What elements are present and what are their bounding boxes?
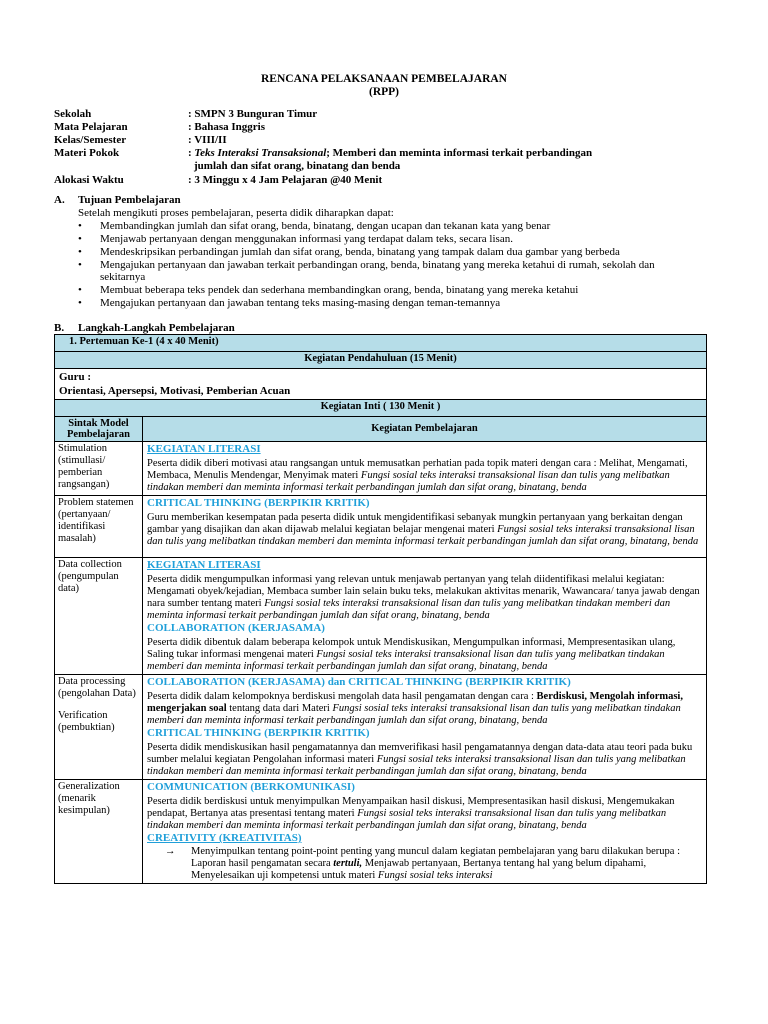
section-a-heading — [54, 194, 181, 206]
list-item — [78, 233, 688, 245]
text-italic: Fungsi sosial teks interaksi transaksional lisan dan tulis yang melibatkan tindakan memberi dan meminta informasi terkait perbandingan jumlah dan sifat orang, binatang, benda — [147, 754, 686, 777]
info-label: Sekolah — [54, 108, 92, 120]
bullet-icon: • — [78, 297, 82, 309]
activity-text — [147, 796, 702, 832]
text-bold-italic: tertuli, — [333, 858, 363, 869]
column-header-sintak: Sintak Model Pembelajaran — [55, 417, 143, 442]
text-plain: Peserta didik mendiskusikan hasil pengamatannya dan memverifikasi hasil pengamatannya dengan data-data atau teori pada buku sumber melalui kegiatan Pengolahan informasi materi — [147, 742, 693, 765]
info-materi-line2: jumlah dan sifat orang, binatang dan benda — [194, 160, 401, 172]
identity-block — [54, 108, 668, 187]
text-plain: Peserta didik diberi motivasi atau rangsangan untuk memusatkan perhatian pada topik materi dengan cara : Melihat, Mengamati, Membaca, Menulis Mendengar, Menyimak materi — [147, 458, 688, 481]
section-a-intro: Setelah mengikuti proses pembelajaran, peserta didik diharapkan dapat: — [78, 207, 394, 219]
text-italic: Fungsi sosial teks interaksi transaksional lisan dan tulis yang melibatkan tindakan memberi dan meminta informasi terkait perbandingan jumlah dan sifat orang, binatang, benda — [147, 598, 671, 621]
table-row-guru — [55, 369, 707, 400]
info-prefix: : — [188, 147, 195, 159]
column-header-kegiatan: Kegiatan Pembelajaran — [143, 417, 707, 442]
activity-text — [147, 458, 702, 494]
activity-text — [147, 691, 702, 727]
sintak-cell: Generalization (menarik kesimpulan) — [55, 780, 143, 884]
activity-text — [147, 637, 702, 673]
info-value: : 3 Minggu x 4 Jam Pelajaran @40 Menit — [188, 174, 383, 186]
bullet-icon: • — [78, 259, 82, 271]
list-item-text: Membuat beberapa teks pendek dan sederhana membandingkan orang, benda, binatang yang mereka ketahui — [100, 284, 579, 296]
guru-label: Guru : — [59, 371, 92, 383]
info-label: Materi Pokok — [54, 147, 120, 159]
list-item — [78, 246, 688, 258]
text-plain: Peserta didik dalam kelompoknya berdiskusi mengolah data hasil pengamatan dengan cara : — [147, 691, 537, 702]
text-plain: Menjawab pertanyaan, Bertanya tentang hal yang belum dipahami, Menyelesaikan uji kompetensi untuk materi — [191, 858, 647, 881]
arrow-right-icon: → — [165, 846, 176, 857]
activity-heading: CRITICAL THINKING (BERPIKIR KRITIK) — [147, 497, 370, 509]
objective-list — [78, 220, 688, 310]
kegiatan-cell — [143, 675, 707, 780]
bullet-icon: • — [78, 284, 82, 296]
kegiatan-cell — [143, 780, 707, 884]
info-rest: ; Memberi dan meminta informasi terkait perbandingan — [326, 147, 593, 159]
info-row-alokasi — [54, 174, 668, 187]
activity-text — [147, 742, 702, 778]
table-row — [55, 442, 707, 496]
info-label: Mata Pelajaran — [54, 121, 128, 133]
list-item — [78, 297, 688, 309]
text-plain: Peserta didik berdiskusi untuk menyimpulkan Menyampaikan hasil diskusi, Mempresentasikan hasil diskusi, Mengemukakan pendapat, Bertanya atas presentasi tentang materi — [147, 796, 675, 819]
info-value: : Bahasa Inggris — [188, 121, 266, 133]
text-italic: Fungsi sosial teks interaksi — [377, 870, 493, 881]
info-row-sekolah — [54, 108, 668, 121]
info-value: : SMPN 3 Bunguran Timur — [188, 108, 318, 120]
info-value — [188, 147, 668, 160]
kegiatan-cell — [143, 442, 707, 496]
list-item — [78, 284, 688, 296]
sintak-verification: Verification (pembuktian) — [58, 710, 115, 733]
text-bold: Berdiskusi, Mengolah informasi, mengerjakan soal — [147, 691, 683, 714]
inti-cell: Kegiatan Inti ( 130 Menit ) — [55, 400, 707, 417]
pendahuluan-cell: Kegiatan Pendahuluan (15 Menit) — [55, 352, 707, 369]
kegiatan-cell — [143, 496, 707, 558]
list-item-text: Membandingkan jumlah dan sifat orang, benda, binatang, dengan ucapan dan tekanan kata yang benar — [100, 220, 551, 232]
list-item-text: Menjawab pertanyaan dengan menggunakan informasi yang terdapat dalam teks, secara lisan. — [100, 233, 513, 245]
table-row-inti — [55, 400, 707, 417]
table-row — [55, 496, 707, 558]
text-italic: Fungsi sosial teks interaksi transaksional lisan dan tulis yang melibatkan tindakan memberi dan meminta informasi terkait perbandingan jumlah dan sifat orang, binatang, benda — [147, 470, 670, 493]
table-row — [55, 675, 707, 780]
activity-heading: KEGIATAN LITERASI — [147, 443, 261, 455]
section-b-heading — [54, 322, 235, 334]
text-italic: Fungsi sosial teks interaksi transaksional lisan dan tulis yang melibatkan tindakan memberi dan meminta informasi terkait perbandingan jumlah dan sifat orang, binatang, benda — [147, 649, 665, 672]
text-plain: tentang data dari Materi — [226, 703, 333, 714]
text-plain: Menyimpulkan tentang point-point penting yang muncul dalam kegiatan pembelajaran yang baru dilakukan berupa : Laporan hasil pengamatan secara — [191, 846, 680, 869]
bullet-icon: • — [78, 233, 82, 245]
section-title: Langkah-Langkah Pembelajaran — [78, 322, 235, 334]
activity-heading: CRITICAL THINKING (BERPIKIR KRITIK) — [147, 727, 370, 739]
bullet-icon: • — [78, 246, 82, 258]
activity-text — [147, 512, 702, 548]
activity-heading: COLLABORATION (KERJASAMA) — [147, 622, 325, 634]
list-item — [78, 220, 688, 232]
section-title: Tujuan Pembelajaran — [78, 194, 181, 206]
activity-text — [191, 846, 702, 882]
document-title: RENCANA PELAKSANAAN PEMBELAJARAN — [261, 73, 507, 85]
list-item — [147, 846, 702, 882]
activity-heading: CREATIVITY (KREATIVITAS) — [147, 832, 302, 844]
activity-heading: COLLABORATION (KERJASAMA) dan CRITICAL THINKING (BERPIKIR KRITIK) — [147, 676, 571, 688]
activity-heading: KEGIATAN LITERASI — [147, 559, 261, 571]
learning-steps-table — [54, 334, 707, 884]
info-label: Kelas/Semester — [54, 134, 127, 146]
pertemuan-cell: 1. Pertemuan Ke-1 (4 x 40 Menit) — [55, 335, 707, 352]
info-row-mapel — [54, 121, 668, 134]
sintak-processing: Data processing (pengolahan Data) — [58, 676, 136, 699]
sintak-cell: Problem statemen (pertanyaan/ identifikasi masalah) — [55, 496, 143, 558]
list-item-text: Mengajukan pertanyaan dan jawaban terkait perbandingan orang, benda, binatang yang mereka ketahui di rumah, sekolah dan sekitarnya — [100, 259, 655, 283]
table-header-row — [55, 417, 707, 442]
text-plain: Peserta didik dibentuk dalam beberapa kelompok untuk Mendiskusikan, Mengumpulkan informasi, Mempresentasikan ulang, Saling tukar informasi mengenai materi — [147, 637, 676, 660]
orientasi-text: Orientasi, Apersepsi, Motivasi, Pemberian Acuan — [59, 385, 291, 397]
table-row — [55, 558, 707, 675]
sintak-cell: Stimulation (stimullasi/ pemberian rangsangan) — [55, 442, 143, 496]
guru-cell — [55, 369, 707, 400]
table-row-pertemuan — [55, 335, 707, 352]
document-subtitle: (RPP) — [368, 86, 399, 98]
activity-heading: COMMUNICATION (BERKOMUNIKASI) — [147, 781, 355, 793]
text-italic: Fungsi sosial teks interaksi transaksional lisan dan tulis yang melibatkan tindakan memberi dan meminta informasi terkait perbandingan jumlah dan sifat orang, binatang, benda — [147, 808, 667, 831]
text-italic: Fungsi sosial teks interaksi transaksional lisan dan tulis yang melibatkan tindakan memberi dan meminta informasi terkait perbandingan jumlah dan sifat orang, binatang, benda — [147, 703, 681, 726]
activity-text — [147, 574, 702, 622]
info-italic: Teks Interaksi Transaksional — [194, 147, 327, 159]
text-plain: Peserta didik mengumpulkan informasi yang relevan untuk menjawab pertanyan yang telah diidentifikasi melalui kegiatan: Mengamati obyek/kejadian, Membaca sumber lain selain buku teks, melakukan aktivitas menarik, Wawancara/ tanya jawab dengan nara sumber tentang materi — [147, 574, 700, 609]
bullet-icon: • — [78, 220, 82, 232]
kegiatan-cell — [143, 558, 707, 675]
table-row-pendahuluan — [55, 352, 707, 369]
text-italic: Fungsi sosial teks interaksi transaksional lisan dan tulis yang melibatkan tindakan memberi dan meminta informasi terkait perbandingan jumlah dan sifat orang, binatang, benda — [147, 524, 699, 547]
info-row-materi — [54, 147, 668, 160]
list-item — [78, 259, 688, 283]
info-row-kelas — [54, 134, 668, 147]
sintak-cell — [55, 675, 143, 780]
table-row — [55, 780, 707, 884]
info-label: Alokasi Waktu — [54, 174, 124, 186]
section-letter: A. — [54, 194, 65, 206]
list-item-text: Mendeskripsikan perbandingan jumlah dan sifat orang, benda, binatang yang tampak dalam dua gambar yang berbeda — [100, 246, 620, 258]
text-plain: Guru memberikan kesempatan pada peserta didik untuk mengidentifikasi sebanyak mungkin pertanyaan yang berkaitan dengan gambar yang disajikan dan akan dijawab melalui kegiatan belajar mengenai materi — [147, 512, 683, 535]
section-letter: B. — [54, 322, 65, 334]
info-value: : VIII/II — [188, 134, 227, 146]
sintak-cell: Data collection (pengumpulan data) — [55, 558, 143, 675]
list-item-text: Mengajukan pertanyaan dan jawaban tentang teks masing-masing dengan teman-temannya — [100, 297, 501, 309]
